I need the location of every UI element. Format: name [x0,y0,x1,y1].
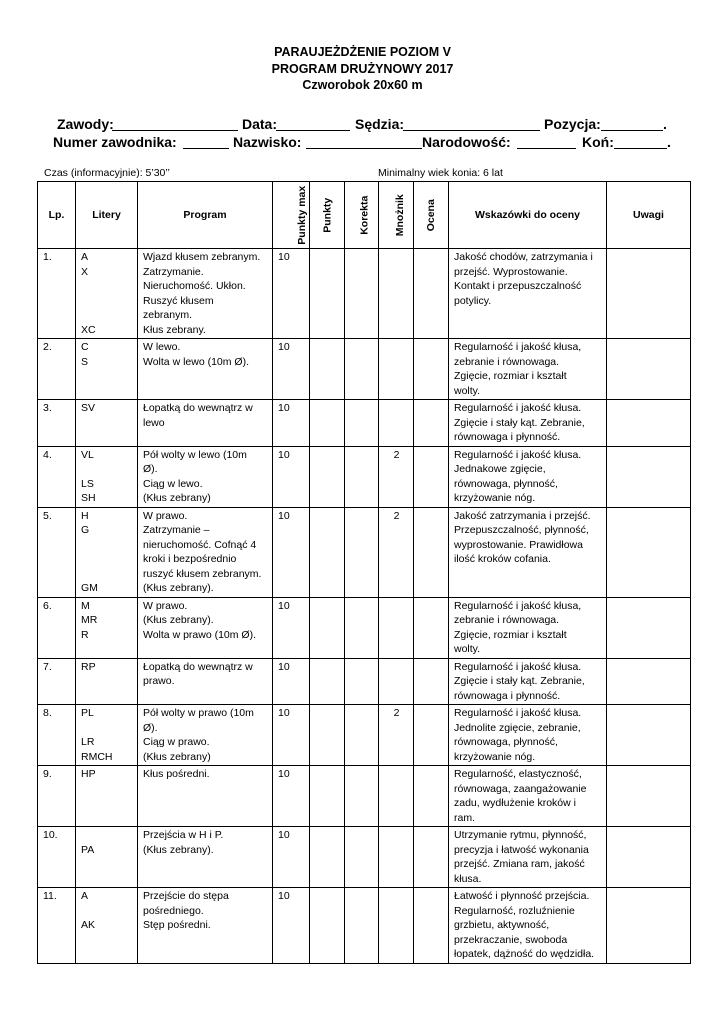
pozycja-label: Pozycja: [544,116,601,132]
row-program: W prawo. (Kłus zebrany). Wolta w prawo (10m Ø). [138,597,273,658]
row-points[interactable] [310,446,345,507]
table-row [38,766,691,827]
row-hints: Regularność i jakość kłusa. Jednolite zgięcie, zebranie, równowaga, płynność, krzyżowanie nóg. [449,705,607,766]
row-max-points: 10 [273,827,310,888]
row-hints: Jakość chodów, zatrzymania i przejść. Wyprostowanie. Kontakt i przepuszczalność potylicy. [449,249,607,339]
col-punkty-label: Punkty [321,197,334,233]
col-litery: Litery [76,182,138,249]
row-correction[interactable] [345,597,379,658]
row-program: Przejścia w H i P. (Kłus zebrany). [138,827,273,888]
table-row [38,597,691,658]
row-number: 6. [38,597,76,658]
row-remarks[interactable] [607,597,691,658]
table-row [38,446,691,507]
row-number: 1. [38,249,76,339]
row-multiplier [379,597,414,658]
row-hints: Regularność i jakość kłusa, zebranie i równowaga. Zgięcie, rozmiar i kształt wolty. [449,597,607,658]
title-line-1: PARAUJEŻDŻENIE POZIOM V [274,45,451,59]
row-program: Łopatką do wewnątrz w lewo [138,400,273,447]
row-score[interactable] [414,888,449,964]
row-points[interactable] [310,888,345,964]
row-multiplier [379,888,414,964]
row-max-points: 10 [273,888,310,964]
row-points[interactable] [310,827,345,888]
form-dot-1: . [663,116,667,132]
row-points[interactable] [310,249,345,339]
col-korekta [345,182,379,249]
row-remarks[interactable] [607,827,691,888]
row-program: Pół wolty w prawo (10m Ø). Ciąg w prawo. (Kłus zebrany) [138,705,273,766]
row-remarks[interactable] [607,888,691,964]
row-number: 8. [38,705,76,766]
document-title [0,44,725,94]
row-multiplier [379,339,414,400]
row-correction[interactable] [345,888,379,964]
row-correction[interactable] [345,827,379,888]
numer-field[interactable] [183,136,229,149]
row-program: Łopatką do wewnątrz w prawo. [138,658,273,705]
row-letters: C S [76,339,138,400]
row-max-points: 10 [273,658,310,705]
table-header-row [38,182,691,249]
col-punkty-max-label: Punkty max [296,185,309,245]
row-remarks[interactable] [607,446,691,507]
row-max-points: 10 [273,339,310,400]
row-number: 11. [38,888,76,964]
col-ocena-label: Ocena [424,198,437,232]
row-number: 4. [38,446,76,507]
col-ocena [414,182,449,249]
row-program: Przejście do stępa pośredniego. Stęp pośredni. [138,888,273,964]
narodowosc-label: Narodowość: [422,134,511,150]
row-multiplier: 2 [379,446,414,507]
row-score[interactable] [414,400,449,447]
table-row [38,507,691,597]
row-hints: Regularność i jakość kłusa. Jednakowe zgięcie, równowaga, płynność, krzyżowanie nóg. [449,446,607,507]
data-field[interactable] [276,118,350,131]
row-multiplier [379,827,414,888]
row-multiplier [379,249,414,339]
row-remarks[interactable] [607,507,691,597]
row-score[interactable] [414,249,449,339]
row-remarks[interactable] [607,400,691,447]
numer-label: Numer zawodnika: [53,134,177,150]
row-letters: M MR R [76,597,138,658]
row-multiplier [379,766,414,827]
pozycja-field[interactable] [601,118,663,131]
row-correction[interactable] [345,339,379,400]
col-mnoznik [379,182,414,249]
table-row [38,827,691,888]
row-points[interactable] [310,597,345,658]
row-score[interactable] [414,658,449,705]
row-correction[interactable] [345,705,379,766]
row-program: Pół wolty w lewo (10m Ø). Ciąg w lewo. (Kłus zebrany) [138,446,273,507]
row-score[interactable] [414,705,449,766]
row-program: Kłus pośredni. [138,766,273,827]
table-row [38,400,691,447]
col-punkty-max [273,182,310,249]
row-score[interactable] [414,766,449,827]
row-points[interactable] [310,705,345,766]
sedzia-label: Sędzia: [355,116,405,132]
zawody-field[interactable] [112,118,238,131]
col-lp: Lp. [38,182,76,249]
row-letters: PL LR RMCH [76,705,138,766]
row-remarks[interactable] [607,658,691,705]
table-row [38,888,691,964]
row-letters: RP [76,658,138,705]
table-row [38,705,691,766]
row-score[interactable] [414,827,449,888]
row-number: 3. [38,400,76,447]
row-max-points: 10 [273,249,310,339]
row-multiplier [379,400,414,447]
col-korekta-label: Korekta [358,195,371,235]
row-remarks[interactable] [607,705,691,766]
row-points[interactable] [310,339,345,400]
row-multiplier: 2 [379,705,414,766]
row-hints: Regularność, elastyczność, równowaga, zaangażowanie zadu, wydłużenie kroków i ram. [449,766,607,827]
row-multiplier: 2 [379,507,414,597]
row-hints: Łatwość i płynność przejścia. Regularność, rozluźnienie grzbietu, aktywność, przekraczanie, swoboda łopatek, dążność do wędzidła. [449,888,607,964]
row-max-points: 10 [273,705,310,766]
row-score[interactable] [414,339,449,400]
row-number: 5. [38,507,76,597]
row-max-points: 10 [273,766,310,827]
row-remarks[interactable] [607,766,691,827]
row-program: Wjazd kłusem zebranym. Zatrzymanie. Nieruchomość. Ukłon. Ruszyć kłusem zebranym. Kłus zebrany. [138,249,273,339]
kon-field[interactable] [614,136,667,149]
kon-label: Koń: [582,134,614,150]
row-hints: Regularność i jakość kłusa. Zgięcie i stały kąt. Zebranie, równowaga i płynność. [449,658,607,705]
row-correction[interactable] [345,400,379,447]
row-correction[interactable] [345,249,379,339]
row-correction[interactable] [345,446,379,507]
row-multiplier [379,658,414,705]
row-letters: SV [76,400,138,447]
row-letters: H G GM [76,507,138,597]
row-letters: VL LS SH [76,446,138,507]
form-dot-2: . [667,134,671,150]
row-hints: Utrzymanie rytmu, płynność, precyzja i łatwość wykonania przejść. Zmiana ram, jakość kłusa. [449,827,607,888]
row-hints: Jakość zatrzymania i przejść. Przepuszczalność, płynność, wyprostowanie. Prawidłowa ilość kroków cofania. [449,507,607,597]
table-row [38,249,691,339]
row-number: 2. [38,339,76,400]
col-mnoznik-label: Mnożnik [393,194,406,236]
zawody-label: Zawody: [57,116,114,132]
row-max-points: 10 [273,400,310,447]
row-letters: A X XC [76,249,138,339]
min-age-info: Minimalny wiek konia: 6 lat [378,167,503,179]
row-score[interactable] [414,597,449,658]
col-uwagi: Uwagi [607,182,691,249]
table-row [38,658,691,705]
row-hints: Regularność i jakość kłusa. Zgięcie i stały kąt. Zebranie, równowaga i płynność. [449,400,607,447]
row-points[interactable] [310,400,345,447]
sedzia-field[interactable] [403,118,540,131]
row-correction[interactable] [345,507,379,597]
row-letters: HP [76,766,138,827]
row-score[interactable] [414,446,449,507]
row-number: 7. [38,658,76,705]
row-hints: Regularność i jakość kłusa, zebranie i równowaga. Zgięcie, rozmiar i kształt wolty. [449,339,607,400]
row-score[interactable] [414,507,449,597]
row-program: W prawo. Zatrzymanie – nieruchomość. Cofnąć 4 kroki i bezpośrednio ruszyć kłusem zebranym. (Kłus zebrany). [138,507,273,597]
nazwisko-field[interactable] [306,136,422,149]
nazwisko-label: Nazwisko: [233,134,302,150]
row-remarks[interactable] [607,249,691,339]
row-remarks[interactable] [607,339,691,400]
row-points[interactable] [310,658,345,705]
row-max-points: 10 [273,597,310,658]
row-letters: PA [76,827,138,888]
row-number: 10. [38,827,76,888]
table-row [38,339,691,400]
narodowosc-field[interactable] [517,136,576,149]
col-punkty [310,182,345,249]
row-points[interactable] [310,766,345,827]
row-number: 9. [38,766,76,827]
row-max-points: 10 [273,507,310,597]
row-correction[interactable] [345,766,379,827]
col-program: Program [138,182,273,249]
row-program: W lewo. Wolta w lewo (10m Ø). [138,339,273,400]
data-label: Data: [242,116,278,132]
row-max-points: 10 [273,446,310,507]
row-points[interactable] [310,507,345,597]
row-letters: A AK [76,888,138,964]
program-table [37,181,691,964]
title-line-2: PROGRAM DRUŻYNOWY 2017 [271,61,454,76]
row-correction[interactable] [345,658,379,705]
col-wskazowki: Wskazówki do oceny [449,182,607,249]
title-line-3: Czworobok 20x60 m [302,78,423,92]
time-info: Czas (informacyjnie): 5’30’’ [44,167,170,179]
